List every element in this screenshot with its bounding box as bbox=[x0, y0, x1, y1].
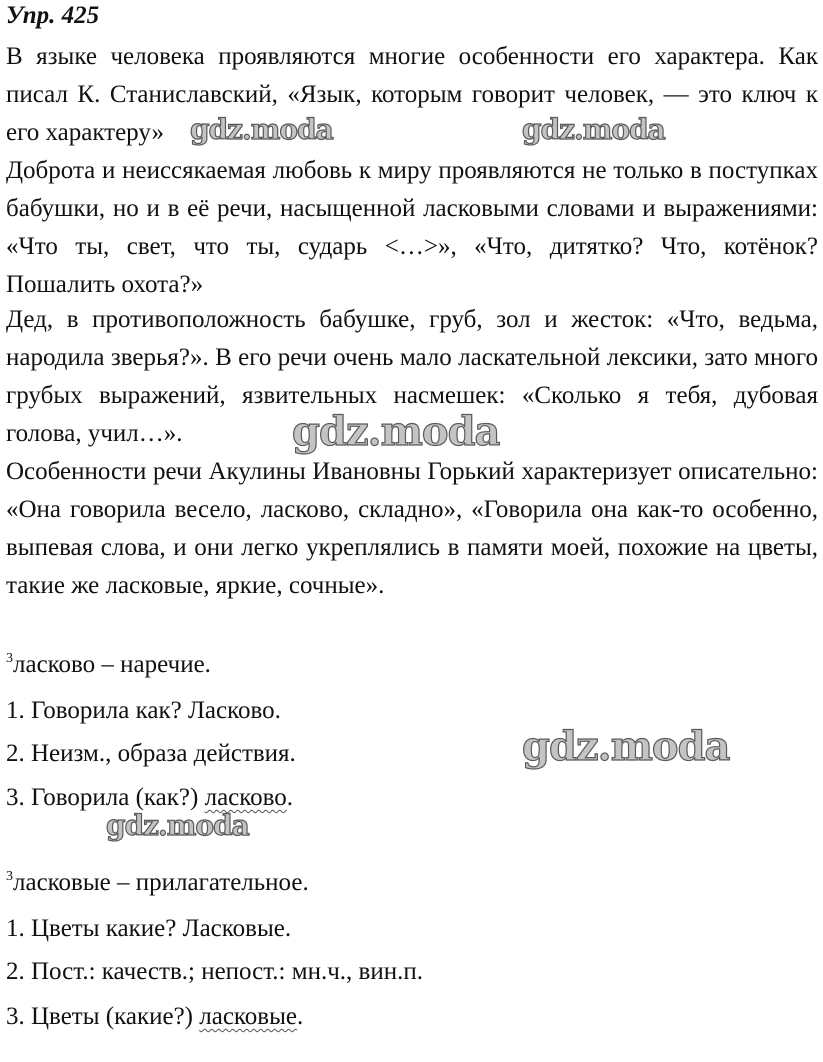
watermark-logo: gdz.moda bbox=[522, 113, 665, 146]
analysis-item-1: 1. Говорила как? Ласково. bbox=[6, 697, 281, 724]
paragraph-3: Дед, в противоположность бабушке, груб, зол и жесток: «Что, ведьма, народила зверья?». В его речи очень мало ласкательной лексики, зато много грубых выражений, язвительных насмешек: «Сколько я тебя, дубовая голова, учил…». bbox=[6, 306, 818, 447]
analysis-item-3-suffix: . bbox=[286, 784, 294, 811]
paragraph-4: Особенности речи Акулины Ивановны Горький характеризует описательно: «Она говорила весело, ласково, складно», «Говорила она как-то особенно, выпевая слова, и они легко укреплялись в памяти моей, похожие на цветы, такие же ласковые, яркие, сочные». bbox=[6, 458, 818, 599]
paragraph-1: В языке человека проявляются многие особенности его характера. Как писал К. Станиславский, «Язык, которым говорит человек, — это ключ к его характеру» bbox=[6, 43, 818, 146]
paragraph-2: Доброта и неиссякаемая любовь к миру проявляются не только в поступках бабушки, но и в её речи, насыщенной ласковыми словами и выражениями: «Что ты, свет, что ты, сударь <…>», «Что, дитятко? Что, котёнок? Пошалить охота?» bbox=[6, 157, 818, 298]
watermark-logo: gdz.moda bbox=[190, 113, 333, 146]
analysis-heading-text: ласково – наречие. bbox=[13, 651, 211, 678]
watermark-logo: gdz.moda bbox=[106, 809, 249, 842]
watermark-logo: gdz.moda bbox=[292, 408, 500, 455]
underlined-word: ласковые bbox=[199, 1003, 298, 1030]
analysis-item-2: 2. Неизм., образа действия. bbox=[6, 740, 296, 767]
footnote-marker: 3 bbox=[6, 651, 13, 666]
footnote-marker: 3 bbox=[6, 869, 13, 884]
analysis-item-3 bbox=[6, 998, 303, 1036]
analysis-item-3-prefix: 3. Говорила (как?) bbox=[6, 784, 205, 811]
analysis-heading-text: ласковые – прилагательное. bbox=[13, 869, 309, 896]
analysis-heading bbox=[6, 646, 211, 684]
analysis-item-1: 1. Цветы какие? Ласковые. bbox=[6, 915, 292, 942]
analysis-heading bbox=[6, 864, 309, 902]
exercise-title: Упр. 425 bbox=[6, 2, 100, 29]
analysis-item-3-prefix: 3. Цветы (какие?) bbox=[6, 1003, 200, 1030]
analysis-item-2: 2. Пост.: качеств.; непост.: мн.ч., вин.п. bbox=[6, 958, 423, 985]
analysis-item-3 bbox=[6, 779, 293, 817]
analysis-item-3-suffix: . bbox=[297, 1003, 304, 1030]
underlined-word: ласково bbox=[204, 784, 287, 811]
watermark-logo: gdz.moda bbox=[522, 723, 730, 770]
